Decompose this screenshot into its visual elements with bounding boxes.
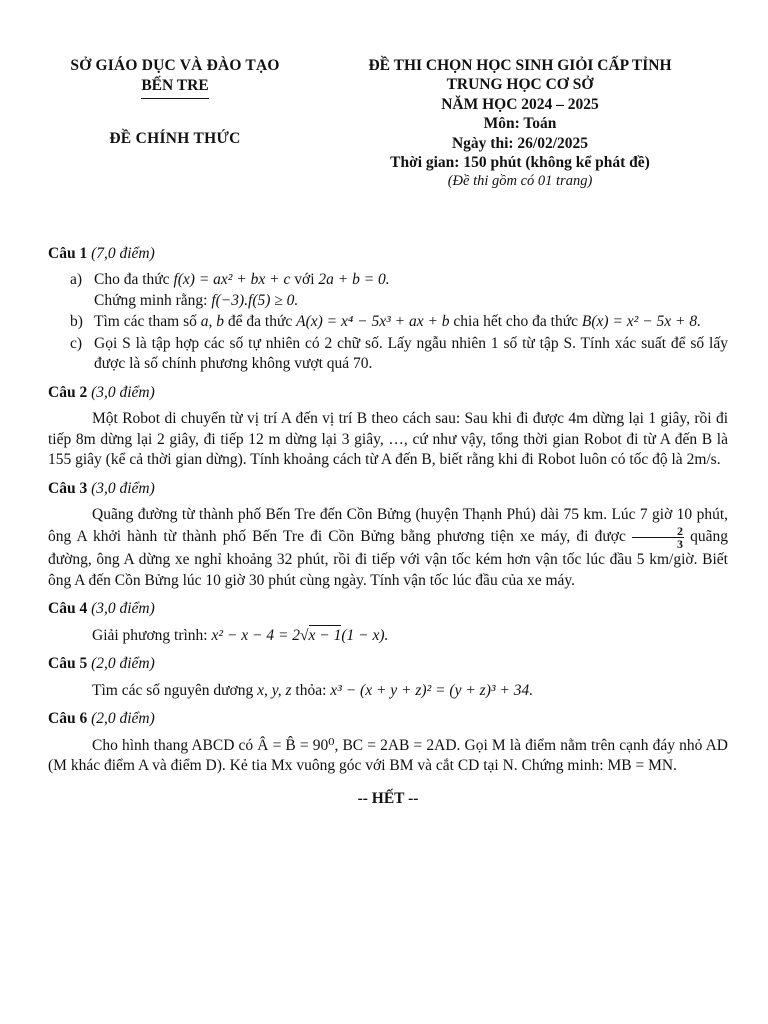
math-expr: f(−3).f(5) ≥ 0. <box>211 291 299 309</box>
question-points: 3,0 điểm <box>96 479 150 497</box>
text: Cho đa thức <box>94 271 170 289</box>
province-name: BẾN TRE <box>141 76 208 98</box>
official-label: ĐỀ CHÍNH THỨC <box>109 129 241 147</box>
text: quãng đường, ông A dừng xe nghỉ khoảng 32 phút, rồi đi tiếp với vận tốc kém hơn vận tốc lúc đầu 5 km/giờ. Biết ông A đến Cồn Bửng lúc 10 giờ 30 phút cùng ngày. Tính vận tốc lúc đầu của xe máy. <box>48 528 729 589</box>
exam-title-line-1: ĐỀ THI CHỌN HỌC SINH GIỎI CẤP TỈNH <box>368 57 672 74</box>
question-label: Câu 3 <box>48 479 88 497</box>
exam-header <box>0 56 768 216</box>
fraction <box>632 525 684 550</box>
question-3-title: Câu 3 (3,0 điểm) <box>48 479 155 497</box>
question-label: Câu 4 <box>48 600 88 618</box>
fraction-numerator: 2 <box>632 525 684 538</box>
question-label: Câu 2 <box>48 383 88 401</box>
question-points: 3,0 điểm <box>96 383 150 401</box>
question-4-text <box>92 626 728 646</box>
question-5-text <box>92 681 728 701</box>
text: thỏa: <box>295 681 327 699</box>
math-expr: A(x) = x⁴ − 5x³ + ax + b <box>296 313 450 331</box>
text: Quãng đường từ thành phố Bến Tre đến Cồn Bửng (huyện Thạnh Phú) dài 75 km. Lúc 7 giờ 10 phút, ông A khởi hành từ thành phố Bến Tre đi Cồn Bửng bằng phương tiện xe máy, đi được <box>48 505 728 546</box>
question-1b <box>70 312 728 332</box>
question-label: Câu 5 <box>48 655 88 673</box>
text: chia hết cho đa thức <box>453 313 579 331</box>
math-expr: B(x) = x² − 5x + 8. <box>581 313 701 331</box>
school-year: NĂM HỌC 2024 – 2025 <box>441 95 599 113</box>
question-6-title: Câu 6 (2,0 điểm) <box>48 710 155 728</box>
question-points: 2,0 điểm <box>96 655 150 673</box>
math-expr: (1 − x). <box>341 626 389 644</box>
part-label: a) <box>70 271 83 289</box>
text: với <box>294 271 315 289</box>
question-points: 7,0 điểm <box>96 245 150 262</box>
part-label: c) <box>70 334 83 352</box>
math-expr: x³ − (x + y + z)² = (y + z)³ + 34. <box>330 681 534 699</box>
text: để đa thức <box>227 313 293 331</box>
question-2-title: Câu 2 (3,0 điểm) <box>48 383 155 401</box>
question-points: 2,0 điểm <box>96 710 150 728</box>
end-marker: -- HẾT -- <box>357 789 419 807</box>
sqrt-radicand: x − 1 <box>308 626 342 644</box>
question-5-title: Câu 5 (2,0 điểm) <box>48 655 155 673</box>
exam-body <box>48 236 728 809</box>
question-points: 3,0 điểm <box>96 600 150 618</box>
question-1c <box>70 334 728 375</box>
math-expr: a, b <box>200 313 224 331</box>
department-name: SỞ GIÁO DỤC VÀ ĐÀO TẠO <box>70 57 280 74</box>
pages-note: (Đề thi gồm có 01 trang) <box>447 173 593 190</box>
question-label: Câu 6 <box>48 710 88 728</box>
exam-info-block <box>320 56 720 190</box>
text: Tìm các tham số <box>94 313 197 331</box>
part-label: b) <box>70 313 83 331</box>
math-expr: 2a + b = 0. <box>318 271 390 289</box>
question-3-text <box>48 505 728 591</box>
fraction-denominator: 3 <box>677 537 683 552</box>
text: Giải phương trình: <box>92 626 208 644</box>
math-expr: f(x) = ax² + bx + c <box>173 271 291 289</box>
question-6-text: Cho hình thang ABCD có Â = B̂ = 90⁰, BC = 2AB = 2AD. Gọi M là điểm nằm trên cạnh đáy nhỏ AD (M khác điểm A và điểm D). Kẻ tia Mx vuông góc với BM và cắt CD tại N. Chứng minh: MB = MN. <box>48 736 728 775</box>
math-expr: x² − x − 4 = 2√ <box>211 626 309 644</box>
exam-title-line-2: TRUNG HỌC CƠ SỞ <box>446 76 594 94</box>
duration: Thời gian: 150 phút (không kể phát đề) <box>390 153 650 171</box>
question-4-title: Câu 4 (3,0 điểm) <box>48 600 155 618</box>
question-1a <box>70 270 728 311</box>
subject: Môn: Toán <box>483 115 557 133</box>
question-label: Câu 1 <box>48 245 88 262</box>
question-1-title: Câu 1 (7,0 điểm) <box>48 245 155 262</box>
text: Chứng minh rằng: <box>94 291 208 309</box>
math-expr: x, y, z <box>257 681 292 699</box>
issuer-block <box>40 56 310 149</box>
exam-date: Ngày thi: 26/02/2025 <box>451 134 589 152</box>
question-2-text: Một Robot di chuyển từ vị trí A đến vị trí B theo cách sau: Sau khi đi được 4m dừng lại 1 giây, rồi đi tiếp 8m dừng lại 2 giây, đi tiếp 12 m dừng lại 3 giây, …, cứ như vậy, tổng thời gian Robot đi từ A đến B là 155 giây (kể cả thời gian dừng). Tính khoảng cách từ A đến B, biết rằng khi đi Robot luôn có tốc độ là 2m/s. <box>48 410 728 469</box>
text: Tìm các số nguyên dương <box>92 681 254 699</box>
part-text: Gọi S là tập hợp các số tự nhiên có 2 chữ số. Lấy ngẫu nhiên 1 số từ tập S. Tính xác suất để số lấy được là số chính phương không vượt quá 70. <box>94 334 728 373</box>
